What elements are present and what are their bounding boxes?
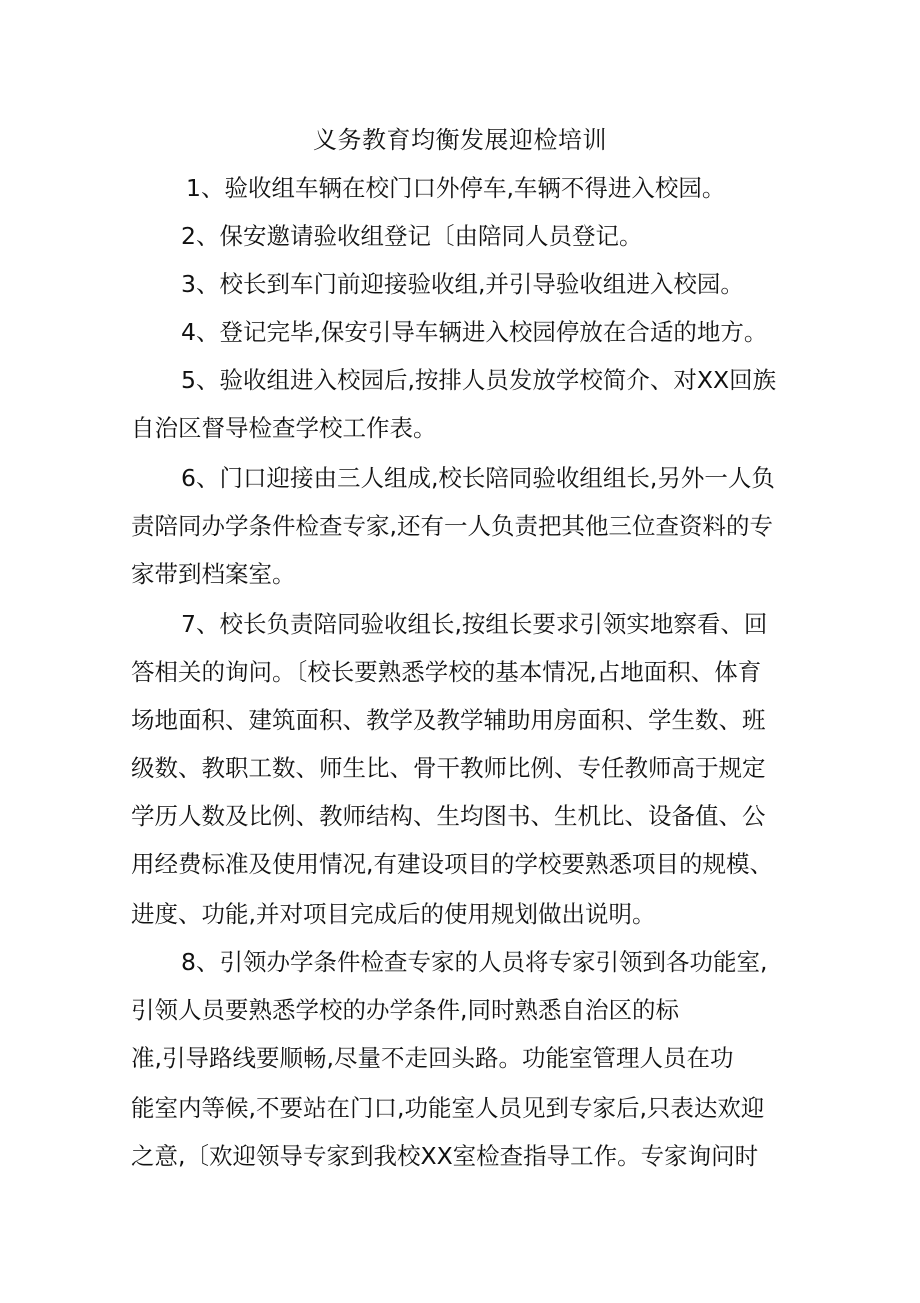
text-line-item-2: 2、保安邀请验收组登记〔由陪同人员登记。 — [181, 222, 643, 250]
text-line-item-8-cont-1: 引领人员要熟悉学校的办学条件,同时熟悉自治区的标 — [131, 996, 679, 1024]
text-line-item-8-cont-3: 能室内等候,不要站在门口,功能室人员见到专家后,只表达欢迎 — [131, 1094, 765, 1122]
text-line-item-7-cont-2: 场地面积、建筑面积、教学及教学辅助用房面积、学生数、班 — [131, 706, 766, 734]
text-line-item-4: 4、登记完毕,保安引导车辆进入校园停放在合适的地方。 — [181, 318, 768, 346]
text-line-item-6-cont-2: 家带到档案室。 — [131, 560, 296, 588]
text-line-item-6-cont-1: 责陪同办学条件检查专家,还有一人负责把其他三位查资料的专 — [131, 512, 773, 540]
text-line-item-8-cont-2: 准,引导路线要顺畅,尽量不走回头路。功能室管理人员在功 — [131, 1044, 734, 1072]
text-line-item-8: 8、引领办学条件检查专家的人员将专家引领到各功能室, — [181, 948, 768, 976]
text-line-item-7-cont-3: 级数、教职工数、师生比、骨干教师比例、专任教师高于规定 — [131, 754, 766, 782]
text-line-item-7: 7、校长负责陪同验收组长,按组长要求引领实地察看、回 — [181, 610, 768, 638]
text-line-item-6: 6、门口迎接由三人组成,校长陪同验收组组长,另外一人负 — [181, 464, 775, 492]
text-line-item-5: 5、验收组进入校园后,按排人员发放学校简介、对XX回族 — [181, 366, 777, 394]
document-title: 义务教育均衡发展迎检培训 — [313, 126, 607, 154]
text-line-item-3: 3、校长到车门前迎接验收组,并引导验收组进入校园。 — [181, 270, 744, 298]
text-line-item-8-cont-4: 之意,〔欢迎领导专家到我校XX室检查指导工作。专家询问时 — [131, 1142, 759, 1170]
text-line-item-5-cont: 自治区督导检查学校工作表。 — [131, 414, 437, 442]
text-line-item-7-cont-5: 用经费标准及使用情况,有建设项目的学校要熟悉项目的规模、 — [131, 850, 773, 878]
text-line-item-1: 1、验收组车辆在校门口外停车,车辆不得进入校园。 — [186, 174, 726, 202]
text-line-item-7-cont-6: 进度、功能,并对项目完成后的使用规划做出说明。 — [131, 900, 656, 928]
text-line-item-7-cont-1: 答相关的询问。〔校长要熟悉学校的基本情况,占地面积、体育 — [131, 658, 762, 686]
text-line-item-7-cont-4: 学历人数及比例、教师结构、生均图书、生机比、设备值、公 — [131, 802, 766, 830]
